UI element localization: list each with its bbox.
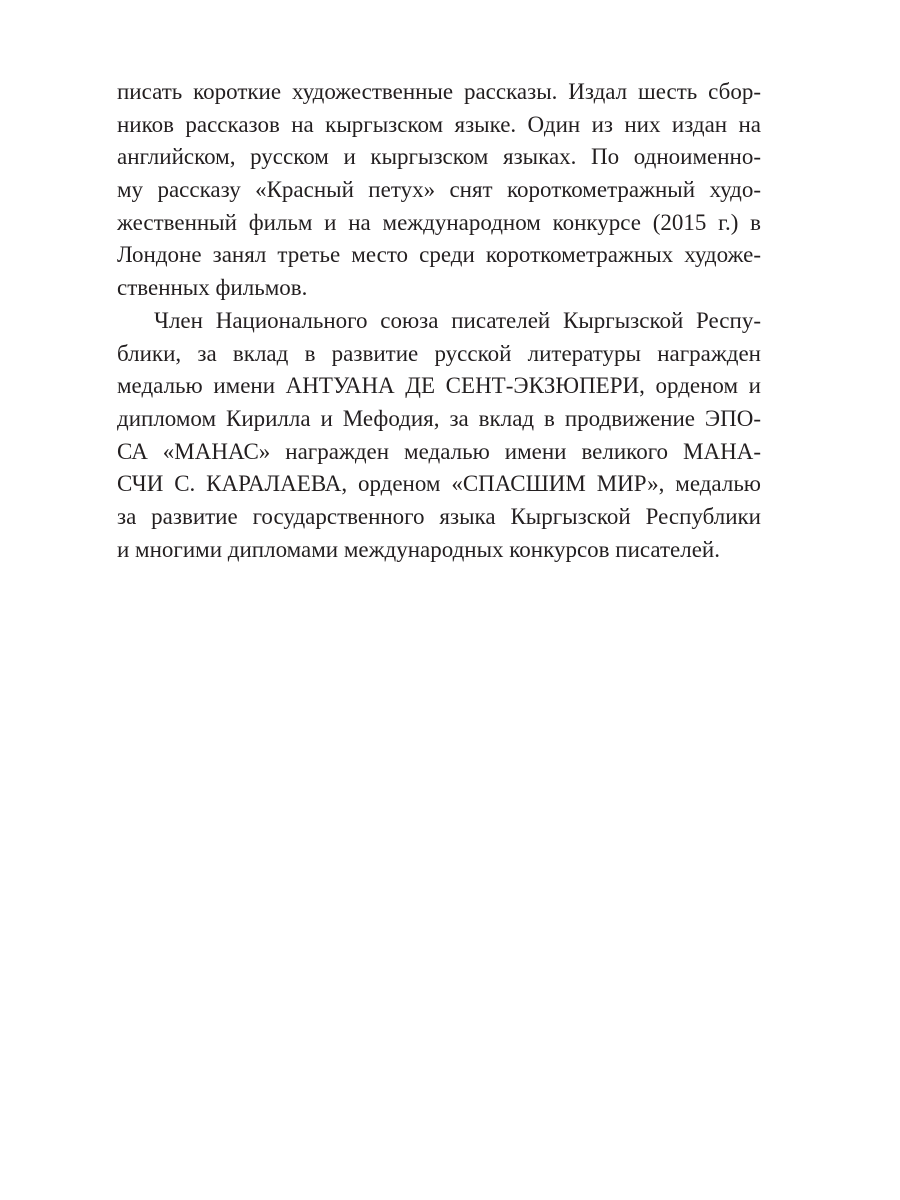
text-line: ственных фильмов.: [117, 275, 308, 301]
text-line: блики, за вклад в развитие русской литературы награжден: [117, 340, 761, 366]
text-line: писать короткие художественные рассказы. Издал шесть сбор-: [117, 79, 761, 104]
text-line: жественный фильм и на международном конкурсе (2015 г.) в: [117, 209, 761, 235]
text-line: СЧИ С. КАРАЛАЕВА, орденом «СПАСШИМ МИР», медалью: [117, 471, 761, 497]
text-line: и многими дипломами международных конкурсов писателей.: [117, 536, 720, 562]
paragraph-2: [117, 305, 761, 567]
text-line: ников рассказов на кыргызском языке. Один из них издан на: [117, 111, 761, 137]
text-line: медалью имени АНТУАНА ДЕ СЕНТ-ЭКЗЮПЕРИ, орденом и: [117, 373, 761, 399]
text-line: за развитие государственного языка Кыргызской Республики: [117, 503, 761, 529]
body-text: [117, 76, 761, 566]
text-line: Член Национального союза писателей Кыргызской Респу-: [154, 307, 761, 333]
text-line: дипломом Кирилла и Мефодия, за вклад в продвижение ЭПО-: [117, 405, 761, 431]
text-line: английском, русском и кыргызском языках. По одноименно-: [117, 144, 761, 170]
text-line: Лондоне занял третье место среди короткометражных художе-: [117, 242, 761, 268]
text-line: му рассказу «Красный петух» снят короткометражный худо-: [117, 177, 761, 203]
text-line: СА «МАНАС» награжден медалью имени великого МАНА-: [117, 438, 761, 464]
paragraph-1: [117, 76, 761, 305]
